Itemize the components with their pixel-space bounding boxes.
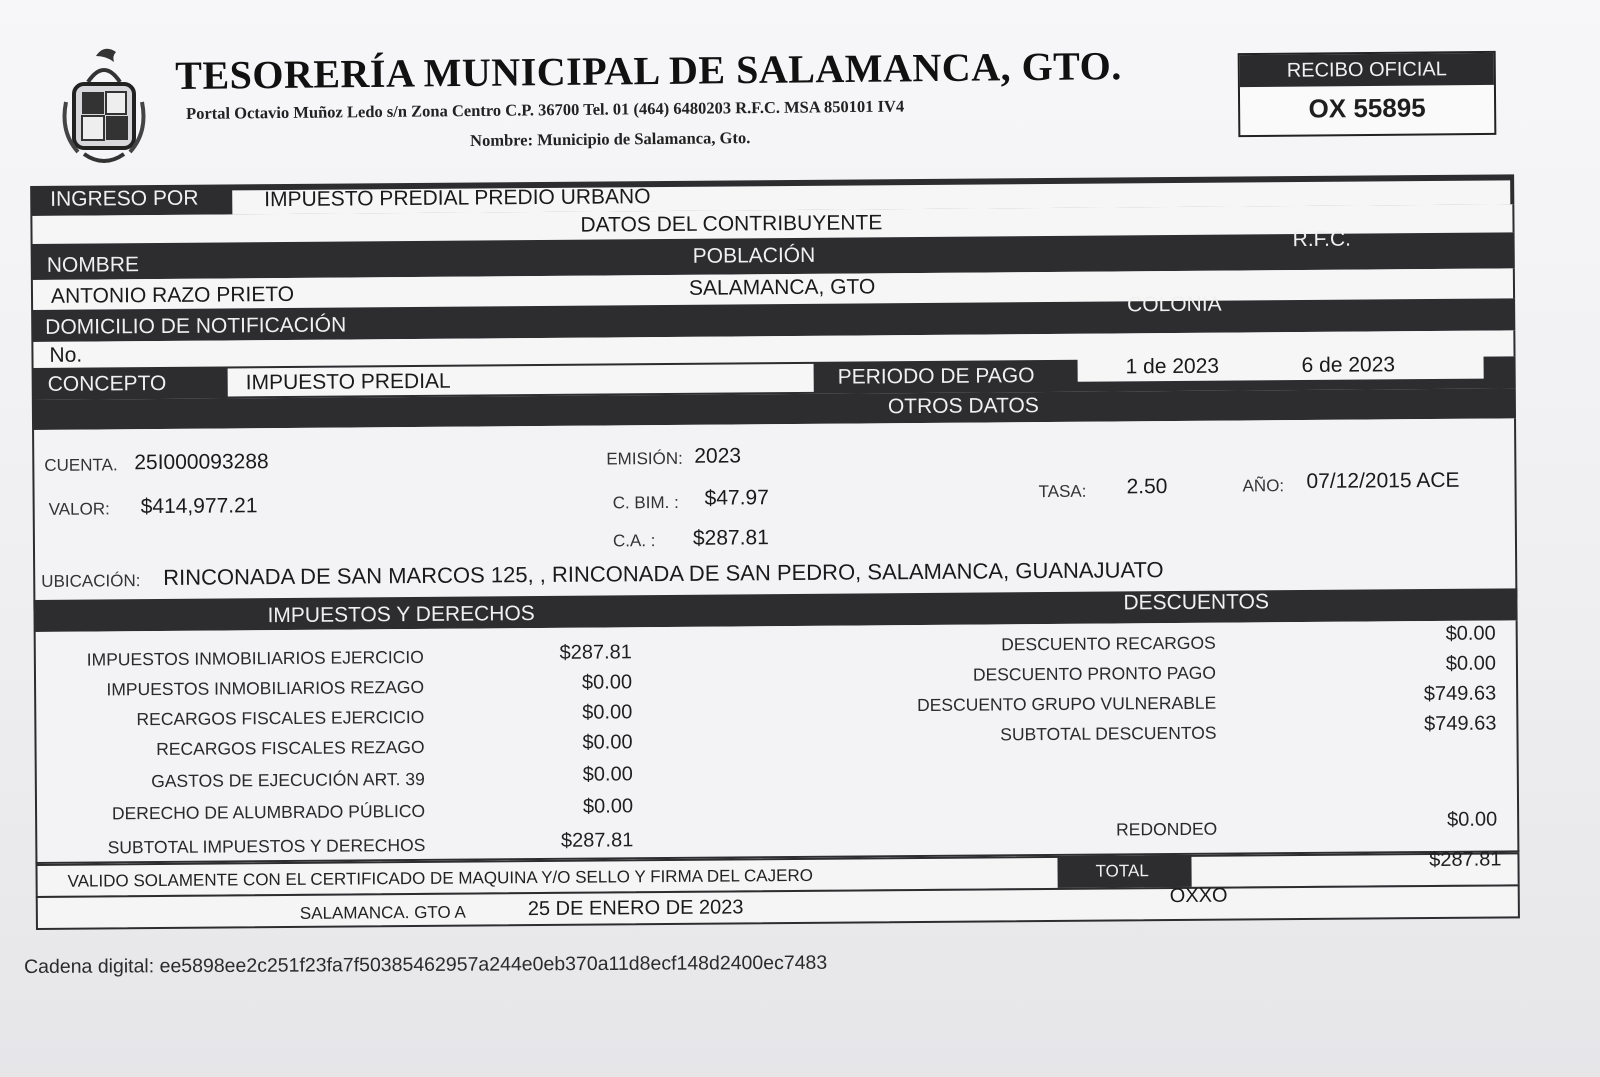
anio-value: 07/12/2015 ACE [1306, 468, 1460, 493]
descuento-row-label: DESCUENTO RECARGOS [1001, 632, 1216, 655]
cajero-value: OXXO [1169, 884, 1228, 908]
emision-value: 2023 [694, 444, 742, 468]
impuesto-row-value: $0.00 [581, 671, 633, 694]
org-address: Portal Octavio Muñoz Ledo s/n Zona Centro C.P. 36700 Tel. 01 (464) 6480203 R.F.C. MSA 850101 IV4 [186, 96, 905, 123]
impuesto-row-label: RECARGOS FISCALES REZAGO [156, 736, 425, 760]
ca-value: $287.81 [692, 526, 769, 550]
nombre-label: NOMBRE [46, 253, 140, 277]
poblacion-value: SALAMANCA, GTO [688, 275, 876, 300]
otros-datos-section [32, 418, 1517, 610]
impuestos-title: IMPUESTOS Y DERECHOS [267, 602, 535, 628]
tasa-label: TASA: [1038, 481, 1087, 502]
municipal-seal-icon [58, 42, 150, 172]
cuenta-label: CUENTA. [44, 455, 118, 475]
descuentos-title: DESCUENTOS [1123, 590, 1270, 615]
cuenta-value: 25I000093288 [134, 450, 269, 475]
impuesto-row-value: $0.00 [582, 763, 633, 786]
periodo-from: 1 de 2023 [1125, 354, 1220, 379]
nombre-value: ANTONIO RAZO PRIETO [50, 282, 295, 308]
fecha-value: 25 DE ENERO DE 2023 [527, 896, 744, 921]
impuesto-subtotal-value: $287.81 [560, 829, 634, 852]
total-label: TOTAL [1095, 861, 1149, 881]
impuesto-row-value: $0.00 [582, 701, 633, 724]
org-title: TESORERÍA MUNICIPAL DE SALAMANCA, GTO. [175, 43, 1122, 98]
impuesto-row-label: IMPUESTOS INMOBILIARIOS EJERCICIO [86, 646, 424, 670]
impuesto-row-value: $287.81 [559, 641, 632, 664]
redondeo-value: $0.00 [1447, 808, 1498, 831]
descuento-row-label: DESCUENTO GRUPO VULNERABLE [916, 692, 1217, 716]
cbim-label: C. BIM. : [612, 492, 679, 513]
descuento-row-label: DESCUENTO PRONTO PAGO [972, 662, 1217, 685]
valor-value: $414,977.21 [140, 494, 258, 519]
numero-label: No. [49, 343, 83, 367]
descuento-row-value: $0.00 [1445, 622, 1496, 645]
ubicacion-value: RINCONADA DE SAN MARCOS 125, , RINCONADA DE SAN PEDRO, SALAMANCA, GUANAJUATO [163, 557, 1164, 590]
validez-text: VALIDO SOLAMENTE CON EL CERTIFICADO DE MAQUINA Y/O SELLO Y FIRMA DEL CAJERO [67, 865, 814, 891]
otros-datos-title: OTROS DATOS [887, 394, 1039, 419]
cbim-value: $47.97 [704, 486, 769, 510]
impuesto-row-label: GASTOS DE EJECUCIÓN ART. 39 [151, 768, 425, 792]
colonia-label: COLONIA [1127, 292, 1222, 317]
impuesto-row-value: $0.00 [582, 731, 633, 754]
impuesto-row-label: IMPUESTOS INMOBILIARIOS REZAGO [106, 676, 425, 700]
descuento-subtotal-value: $749.63 [1424, 712, 1497, 736]
ca-label: C.A. : [612, 531, 656, 551]
impuesto-row-value: $0.00 [582, 795, 634, 818]
rfc-label: R.F.C. [1292, 227, 1352, 252]
ingreso-value: IMPUESTO PREDIAL PREDIO URBANO [264, 185, 651, 212]
impuesto-row-label: RECARGOS FISCALES EJERCICIO [136, 706, 425, 730]
org-name-line: Nombre: Municipio de Salamanca, Gto. [470, 128, 751, 150]
poblacion-label: POBLACIÓN [692, 243, 816, 268]
lugar-label: SALAMANCA. GTO A [299, 902, 466, 923]
redondeo-label: REDONDEO [1116, 818, 1218, 840]
impuesto-row-label: DERECHO DE ALUMBRADO PÚBLICO [111, 800, 426, 824]
valor-label: VALOR: [48, 499, 110, 519]
receipt-label: RECIBO OFICIAL [1240, 53, 1494, 87]
emision-label: EMISIÓN: [606, 448, 683, 469]
receipt-number-box [1238, 51, 1497, 137]
descuento-row-value: $0.00 [1445, 652, 1497, 675]
ingreso-label: INGRESO POR [50, 186, 199, 211]
anio-label: AÑO: [1242, 476, 1285, 496]
receipt-form [30, 156, 1536, 930]
periodo-label: PERIODO DE PAGO [837, 364, 1035, 389]
descuento-subtotal-label: SUBTOTAL DESCUENTOS [1000, 722, 1217, 745]
descuento-row-value: $749.63 [1423, 682, 1497, 706]
concepto-value: IMPUESTO PREDIAL [245, 369, 451, 395]
receipt-number: OX 55895 [1308, 92, 1426, 124]
domicilio-label: DOMICILIO DE NOTIFICACIÓN [45, 313, 347, 339]
contribuyente-title: DATOS DEL CONTRIBUYENTE [580, 211, 883, 237]
cadena-digital: Cadena digital: ee5898ee2c251f23fa7f50385462957a244e0eb370a11d8ecf148d2400ec7483 [24, 951, 828, 978]
concepto-label: CONCEPTO [47, 371, 167, 396]
periodo-to: 6 de 2023 [1301, 353, 1396, 378]
impuestos-section [34, 620, 1520, 864]
tasa-value: 2.50 [1126, 475, 1168, 499]
total-value: $287.81 [1429, 848, 1502, 872]
impuesto-subtotal-label: SUBTOTAL IMPUESTOS Y DERECHOS [107, 834, 426, 858]
ubicacion-label: UBICACIÓN: [41, 571, 141, 591]
